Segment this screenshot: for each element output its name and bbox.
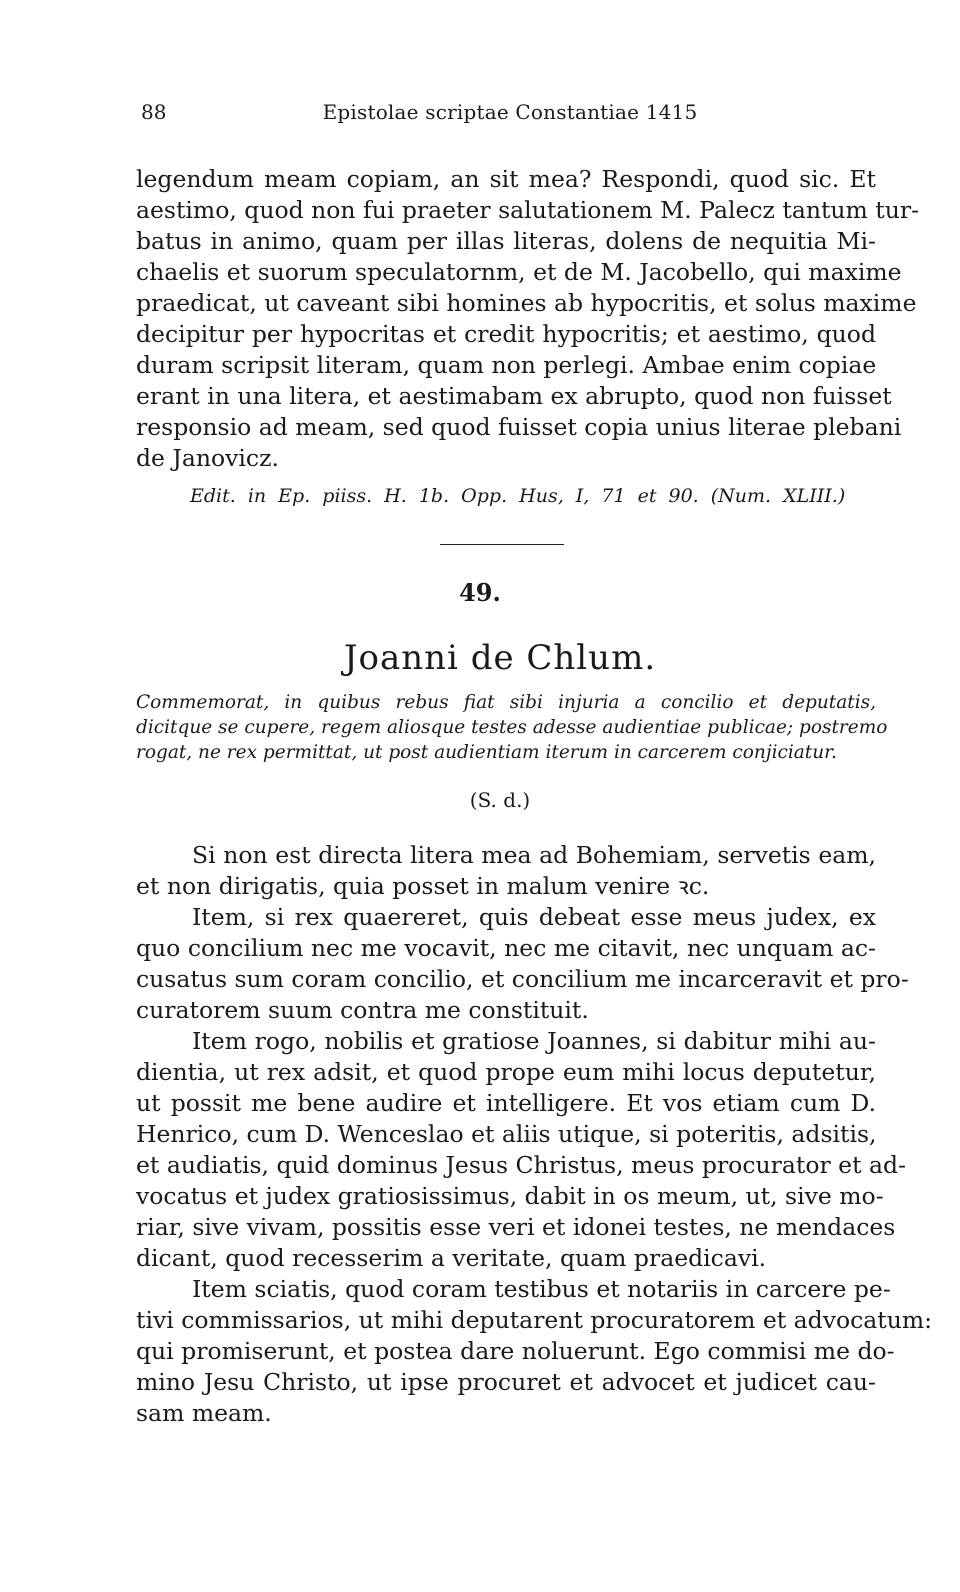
text-line: tivi commissarios, ut mihi deputarent procuratorem et advocatum:	[136, 1306, 933, 1334]
text-line: mino Jesu Christo, ut ipse procuret et advocet et judicet cau-	[136, 1368, 876, 1396]
letter-paragraph	[136, 1274, 933, 1429]
running-head	[141, 100, 879, 130]
text-line: riar, sive vivam, possitis esse veri et idonei testes, ne mendaces	[136, 1213, 896, 1241]
text-line: erant in una litera, et aestimabam ex abrupto, quod non fuisset	[136, 382, 892, 410]
text-line: responsio ad meam, sed quod fuisset copia unius literae plebani	[136, 413, 902, 441]
previous-letter-text	[136, 164, 920, 474]
text-line: chaelis et suorum speculatornm, et de M. Jacobello, qui maxime	[136, 258, 902, 286]
text-line: curatorem suum contra me constituit.	[136, 996, 589, 1024]
text-line: duram scripsit literam, quam non perlegi. Ambae enim copiae	[136, 351, 877, 379]
letter-paragraph	[136, 840, 876, 902]
previous-letter-paragraph	[136, 164, 920, 474]
text-line: Henrico, cum D. Wenceslao et aliis utique, si poteritis, adsitis,	[136, 1120, 877, 1148]
text-line: batus in animo, quam per illas literas, dolens de nequitia Mi-	[136, 227, 876, 255]
text-line: aestimo, quod non fui praeter salutationem M. Palecz tantum tur-	[136, 196, 920, 224]
page-number: 88	[141, 100, 167, 124]
source-citation: Edit. in Ep. piiss. H. 1b. Opp. Hus, I, 71 et 90. (Num. XLIII.)	[190, 485, 846, 507]
text-line: et audiatis, quid dominus Jesus Christus, meus procurator et ad-	[136, 1151, 906, 1179]
letter-summary	[136, 690, 888, 765]
running-title: Epistolae scriptae Constantiae 1415	[322, 100, 698, 124]
text-line: Item sciatis, quod coram testibus et notariis in carcere pe-	[192, 1275, 891, 1303]
letter-paragraph	[136, 902, 909, 1026]
summary-line: dicitque se cupere, regem aliosque testes adesse audientiae publicae; postremo	[136, 717, 888, 738]
text-line: dicant, quod recesserim a veritate, quam praedicavi.	[136, 1244, 767, 1272]
text-line: qui promiserunt, et postea dare noluerunt. Ego commisi me do-	[136, 1337, 895, 1365]
letter-paragraph	[136, 1026, 906, 1274]
summary-line: Commemorat, in quibus rebus fiat sibi injuria a concilio et deputatis,	[136, 692, 876, 713]
text-line: vocatus et judex gratiosissimus, dabit in os meum, ut, sive mo-	[136, 1182, 884, 1210]
text-line: et non dirigatis, quia posset in malum venire ꝛc.	[136, 872, 710, 900]
text-line: praedicat, ut caveant sibi homines ab hypocritis, et solus maxime	[136, 289, 917, 317]
text-line: sam meam.	[136, 1399, 272, 1427]
text-line: Item rogo, nobilis et gratiose Joannes, si dabitur mihi au-	[192, 1027, 876, 1055]
date-note: (S. d.)	[469, 788, 531, 812]
text-line: quo concilium nec me vocavit, nec me citavit, nec unquam ac-	[136, 934, 876, 962]
section-divider	[440, 544, 564, 545]
text-line: legendum meam copiam, an sit mea? Respondi, quod sic. Et	[136, 165, 876, 193]
letter-number: 49.	[459, 578, 501, 607]
text-line: cusatus sum coram concilio, et concilium me incarceravit et pro-	[136, 965, 909, 993]
text-line: ut possit me bene audire et intelligere. Et vos etiam cum D.	[136, 1089, 876, 1117]
summary-line: rogat, ne rex permittat, ut post audientiam iterum in carcerem conjiciatur.	[136, 742, 837, 763]
text-line: de Janovicz.	[136, 444, 279, 472]
text-line: dientia, ut rex adsit, et quod prope eum mihi locus deputetur,	[136, 1058, 876, 1086]
letter-title: Joanni de Chlum.	[343, 638, 657, 678]
text-line: Item, si rex quaereret, quis debeat esse meus judex, ex	[192, 903, 876, 931]
text-line: decipitur per hypocritas et credit hypocritis; et aestimo, quod	[136, 320, 876, 348]
letter-body	[136, 840, 933, 1429]
text-line: Si non est directa litera mea ad Bohemiam, servetis eam,	[192, 841, 876, 869]
